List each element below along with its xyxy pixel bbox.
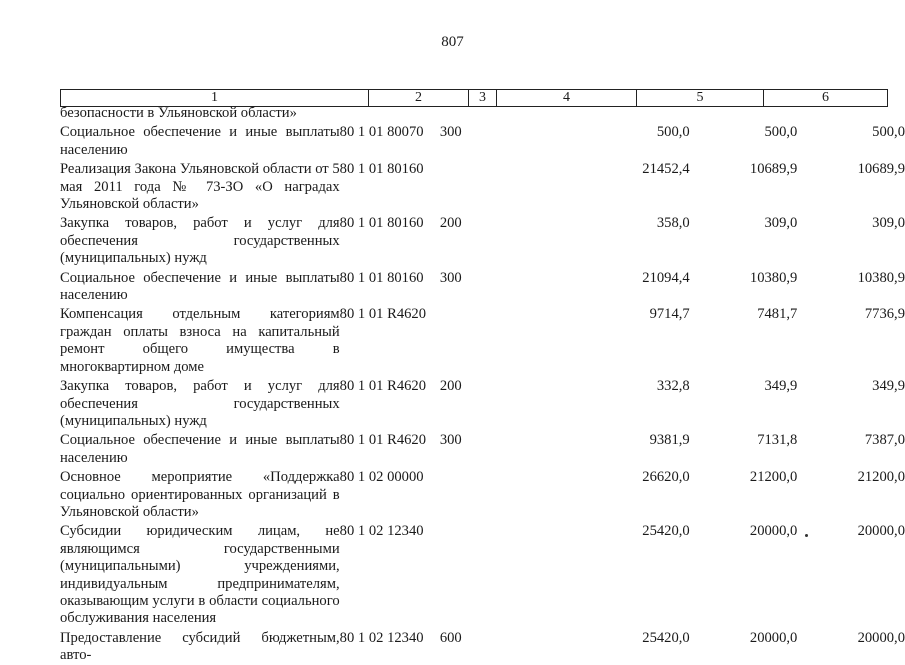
page-number: 807	[441, 34, 464, 50]
row-value-5: 7481,7	[757, 306, 798, 323]
table-row	[60, 213, 905, 267]
row-name: Основное мероприятие «Поддержка социально ориентированных организаций в Ульяновской области»	[60, 469, 340, 520]
row-value-4: 21452,4	[642, 161, 690, 178]
row-value-6: 10689,9	[857, 161, 905, 178]
table-row	[60, 628, 905, 665]
row-name: Социальное обеспечение и иные выплаты населению	[60, 432, 340, 466]
row-expense-type	[440, 105, 469, 122]
row-name: Реализация Закона Ульяновской области от 5 мая 2011 года № 73-ЗО «О наградах Ульяновской области»	[60, 161, 340, 213]
row-value-5: 10689,9	[749, 161, 798, 178]
row-expense-type	[440, 304, 469, 376]
row-value-4	[468, 105, 689, 122]
row-value-5: 20000,0	[749, 629, 798, 646]
row-code	[340, 105, 440, 122]
row-value-4: 500,0	[656, 124, 690, 141]
row-name: Социальное обеспечение и иные выплаты населению	[60, 124, 340, 158]
row-code: 80 1 01 R4620	[339, 432, 427, 449]
header-col-4: 4	[497, 90, 637, 107]
row-expense-type	[440, 159, 469, 213]
row-value-4: 9381,9	[649, 432, 690, 449]
row-value-5: 21200,0	[749, 469, 798, 486]
header-col-2: 2	[369, 90, 469, 107]
row-value-4: 358,0	[656, 215, 690, 232]
table-row	[60, 521, 905, 627]
row-name: Компенсация отдельным категориям граждан оплаты взноса на капитальный ремонт общего имущества в многоквартирном доме	[60, 306, 340, 375]
row-expense-type	[440, 467, 469, 521]
row-value-6: 20000,0	[857, 629, 905, 646]
table-row	[60, 304, 905, 376]
row-code: 80 1 01 80070	[339, 124, 424, 141]
row-code: 80 1 01 80160	[339, 215, 424, 232]
table-row	[60, 467, 905, 521]
row-name: Социальное обеспечение и иные выплаты населению	[60, 269, 340, 304]
row-code: 80 1 01 R4620	[339, 378, 427, 395]
row-expense-type	[440, 521, 469, 627]
header-col-3: 3	[469, 90, 497, 107]
table-row	[60, 268, 905, 305]
table-row	[60, 105, 905, 122]
row-value-4: 25420,0	[642, 523, 690, 540]
row-value-4: 9714,7	[649, 306, 690, 323]
table-row	[60, 159, 905, 213]
row-expense-type: 200	[439, 215, 462, 232]
row-code: 80 1 01 80160	[339, 161, 424, 178]
header-col-6: 6	[764, 90, 888, 107]
scan-artifact-dot	[805, 534, 808, 537]
header-row	[61, 90, 888, 107]
row-value-5: 10380,9	[749, 269, 798, 286]
row-value-6: 7387,0	[864, 432, 905, 449]
row-value-4: 26620,0	[642, 469, 690, 486]
row-name: Закупка товаров, работ и услуг для обеспечения государственных (муниципальных) нужд	[60, 378, 340, 429]
table-row	[60, 430, 905, 467]
row-code: 80 1 01 80160	[339, 269, 424, 286]
row-code: 80 1 02 12340	[339, 523, 424, 540]
row-value-5: 349,9	[764, 378, 798, 395]
row-name: Субсидии юридическим лицам, не являющимся государственными (муниципальными) учреждениями, индивидуальным предпринимателям, оказывающим услуги в области социального обслуживания населения	[60, 523, 340, 627]
row-name: безопасности в Ульяновской области»	[60, 105, 297, 121]
row-value-4: 25420,0	[642, 629, 690, 646]
row-value-4: 332,8	[656, 378, 690, 395]
row-code: 80 1 01 R4620	[339, 306, 427, 323]
budget-table	[60, 105, 905, 665]
row-value-5: 7131,8	[757, 432, 798, 449]
row-expense-type: 600	[439, 629, 462, 646]
row-value-6: 309,0	[872, 215, 905, 232]
row-value-6: 10380,9	[857, 269, 905, 286]
row-name: Предоставление субсидий бюджетным, авто-	[60, 629, 340, 664]
row-value-6	[797, 105, 905, 122]
row-value-6: 500,0	[872, 124, 905, 141]
row-expense-type: 300	[439, 432, 462, 449]
row-name: Закупка товаров, работ и услуг для обеспечения государственных (муниципальных) нужд	[60, 215, 340, 267]
row-expense-type: 200	[439, 378, 462, 395]
row-value-5: 500,0	[764, 124, 798, 141]
row-code: 80 1 02 12340	[339, 629, 424, 646]
row-value-5	[690, 105, 798, 122]
row-value-6: 21200,0	[857, 469, 905, 486]
row-value-5: 20000,0	[749, 523, 798, 540]
row-expense-type: 300	[439, 269, 462, 286]
row-value-4: 21094,4	[642, 269, 690, 286]
header-col-1: 1	[61, 90, 369, 107]
row-value-6: 349,9	[872, 378, 905, 395]
row-value-6: 7736,9	[864, 306, 905, 323]
row-value-6: 20000,0	[857, 523, 905, 540]
row-value-5: 309,0	[764, 215, 798, 232]
table-row	[60, 376, 905, 430]
row-expense-type: 300	[439, 124, 462, 141]
header-col-5: 5	[637, 90, 764, 107]
table-row	[60, 122, 905, 159]
row-code: 80 1 02 00000	[339, 469, 424, 486]
